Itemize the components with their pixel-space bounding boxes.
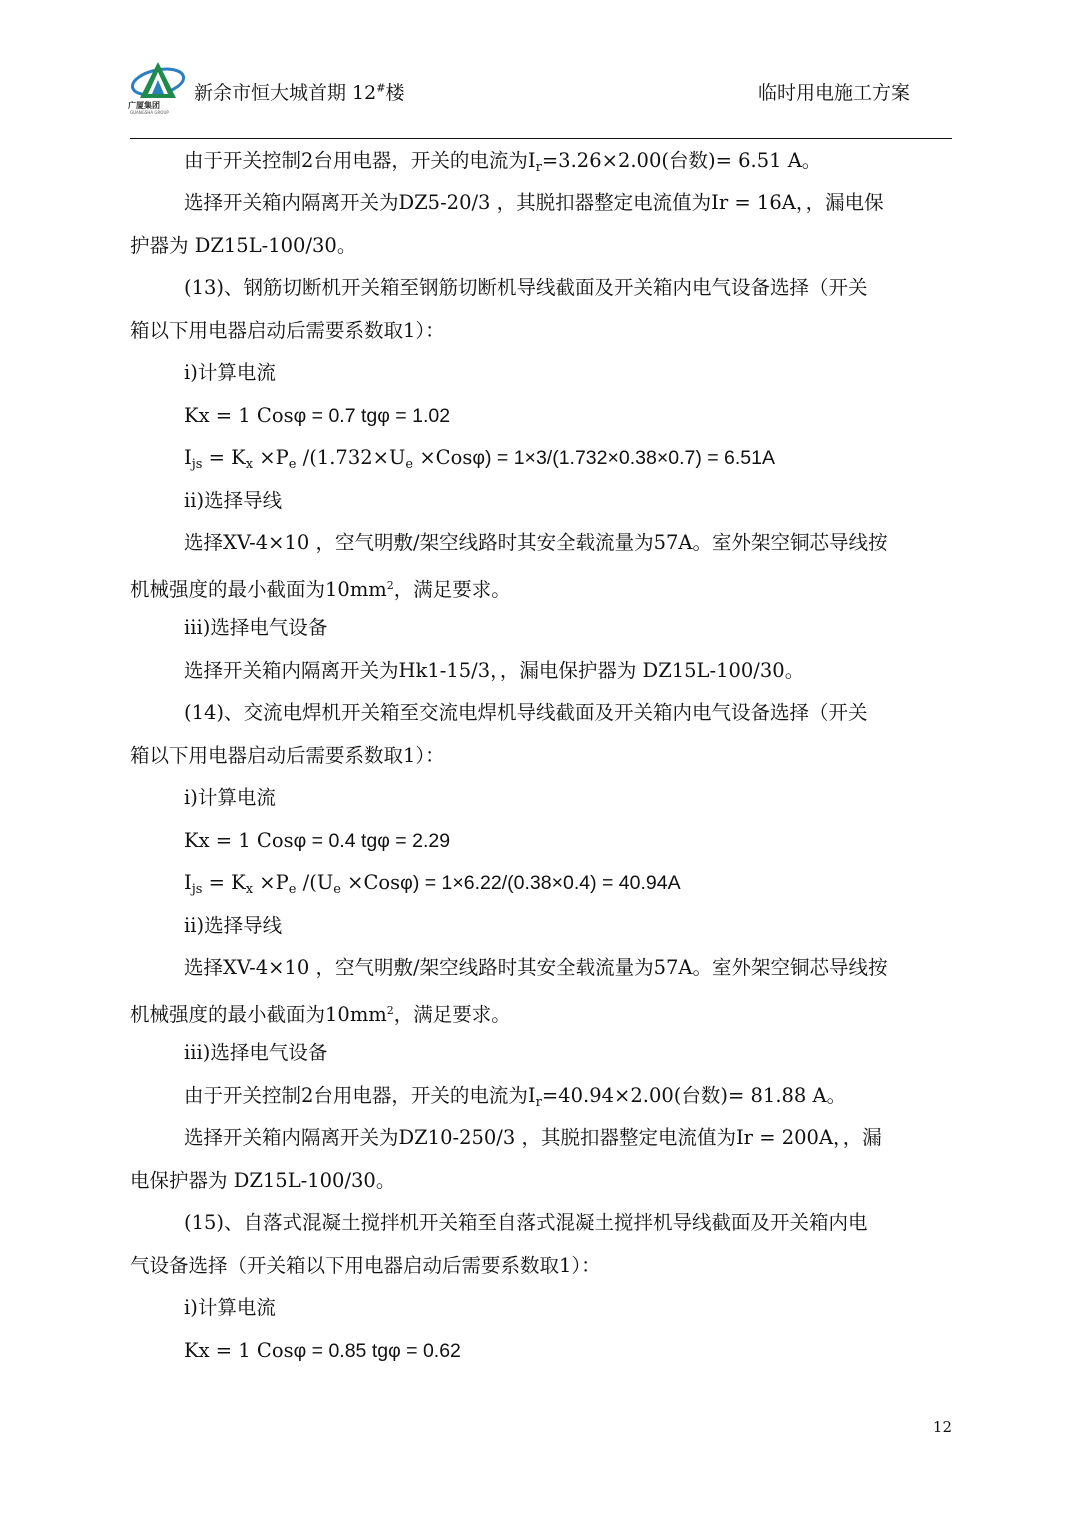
text-line: (13)、钢筋切断机开关箱至钢筋切断机导线截面及开关箱内电气设备选择（开关 bbox=[184, 276, 868, 299]
text-line: 电保护器为 DZ15L-100/30。 bbox=[130, 1169, 396, 1192]
text-line: 气设备选择（开关箱以下用电器启动后需要系数取1）： bbox=[130, 1254, 601, 1277]
text-line: (14)、交流电焊机开关箱至交流电焊机导线截面及开关箱内电气设备选择（开关 bbox=[184, 701, 868, 724]
text-line: 选择开关箱内隔离开关为Hk1-15/3，，漏电保护器为 DZ15L-100/30。 bbox=[184, 659, 805, 682]
project-name: 新余市恒大城首期 12#楼 bbox=[194, 81, 405, 104]
formula-line: $I_{js} = K_x \times P_e$ $/(1.732\times U_e \times Cos\varphi) = 1\times 3/(1.732\times 0.38\times 0.7) = 6.51A$ bbox=[184, 446, 776, 472]
text-line: 选择开关箱内隔离开关为DZ10-250/3 ，其脱扣器整定电流值为Ir = 200A，，漏 bbox=[184, 1126, 882, 1149]
text-line: 机械强度的最小截面为$10mm^2$，满足要求。 bbox=[130, 578, 511, 601]
text-line: 选择XV-4×10 ，空气明敷/架空线路时其安全载流量为57A。室外架空铜芯导线按 bbox=[184, 956, 888, 979]
formula-line: Kx = 1 Cosφ = 0.7 tgφ = 1.02 bbox=[184, 404, 451, 427]
text-line: 选择开关箱内隔离开关为DZ5-20/3 ，其脱扣器整定电流值为Ir = 16A，，漏电保 bbox=[184, 191, 884, 214]
logo-subtext: GUANGSHA GROUP bbox=[130, 110, 169, 115]
text-line: 由于开关控制2台用电器，开关的电流为$I_r=3.26\times 2.00$(台数)= 6.51 A。 bbox=[184, 149, 822, 175]
text-line: 由于开关控制2台用电器，开关的电流为$I_r=40.94\times 2.00$(台数)= 81.88 A。 bbox=[184, 1084, 847, 1110]
text-line: i)计算电流 bbox=[184, 786, 276, 809]
text-line: (15)、自落式混凝土搅拌机开关箱至自落式混凝土搅拌机导线截面及开关箱内电 bbox=[184, 1211, 868, 1234]
logo-text: 广厦集团 bbox=[128, 101, 160, 110]
text-line: iii)选择电气设备 bbox=[184, 1041, 328, 1064]
page-number: 12 bbox=[932, 1418, 952, 1436]
text-line: 选择XV-4×10 ，空气明敷/架空线路时其安全载流量为57A。室外架空铜芯导线按 bbox=[184, 531, 888, 554]
text-line: i)计算电流 bbox=[184, 361, 276, 384]
header-rule bbox=[130, 138, 952, 139]
text-line: 箱以下用电器启动后需要系数取1）： bbox=[130, 319, 445, 342]
text-line: 机械强度的最小截面为$10mm^2$，满足要求。 bbox=[130, 1003, 511, 1026]
document-title: 临时用电施工方案 bbox=[757, 82, 910, 104]
formula-line: Kx = 1 Cosφ = 0.4 tgφ = 2.29 bbox=[184, 829, 451, 852]
text-line: ii)选择导线 bbox=[184, 489, 283, 512]
text-line: i)计算电流 bbox=[184, 1296, 276, 1319]
text-line: 护器为 DZ15L-100/30。 bbox=[130, 234, 357, 257]
formula-line: Kx = 1 Cosφ = 0.85 tgφ = 0.62 bbox=[184, 1339, 461, 1362]
formula-line: $I_{js} = K_x \times P_e$ $/(U_e \times Cos\varphi) = 1\times 6.22/(0.38\times 0.4) = 40.94A$ bbox=[184, 871, 681, 897]
page-header bbox=[130, 52, 952, 140]
text-line: 箱以下用电器启动后需要系数取1）： bbox=[130, 744, 445, 767]
text-line: iii)选择电气设备 bbox=[184, 616, 328, 639]
text-line: ii)选择导线 bbox=[184, 914, 283, 937]
